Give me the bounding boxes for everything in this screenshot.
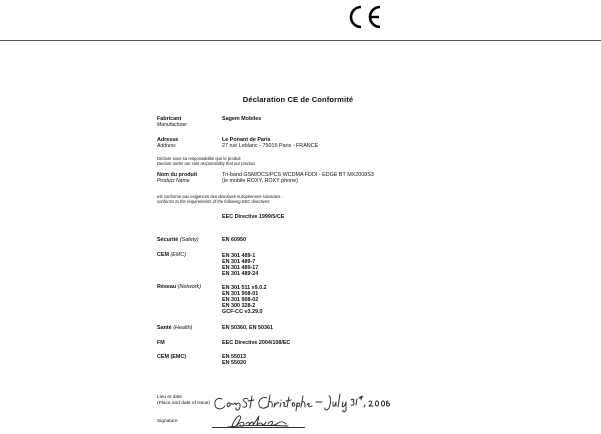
emc-standard: EN 301 489-1 — [222, 253, 256, 259]
emc-label-fr: CEM — [157, 252, 169, 258]
manufacturer-label: Fabricant — [157, 116, 182, 122]
network-standard: EN 301 908-02 — [222, 297, 259, 303]
safety-label-en: (Safety) — [179, 237, 199, 243]
emc2-standard: EN 55013 — [222, 354, 246, 360]
header-divider — [0, 40, 601, 41]
product-name-line-2: (le mobile ROXY, ROXY phone) — [222, 178, 298, 184]
health-label-en: (Health) — [173, 325, 193, 331]
fm-directive: EEC Directive 2004/108/EC — [222, 340, 291, 346]
product-label-en: Product Name — [157, 178, 190, 184]
address-label: Adresse — [157, 137, 179, 143]
network-standard: EN 300 328-2 — [222, 303, 256, 309]
manufacturer-value: Sagem Mobiles — [222, 116, 262, 122]
address-line-1: Le Ponant de Paris — [222, 137, 271, 143]
emc2-standard: EN 55020 — [222, 360, 246, 366]
signature-label: Signature — [157, 419, 178, 424]
network-standard: EN 301 511 v9.0.2 — [222, 285, 267, 291]
fm-label: FM — [157, 340, 165, 346]
declare-statement-en: Declare under our sole responsibility that our product — [157, 161, 256, 166]
address-line-2: 27 rue Leblanc - 75015 Paris - FRANCE — [222, 143, 319, 149]
product-name-line-1: Tri-band GSM/DCS/PCS WCDMA FDDI - EDGE BT MX2008S3 — [222, 172, 374, 178]
emc-label-en: (EMC) — [170, 252, 187, 258]
address-label-en: Address — [157, 143, 176, 149]
declare-statement-fr: Déclare sous sa responsabilité que le produit — [157, 156, 241, 161]
health-label — [157, 325, 192, 331]
place-date-label: Lieu et date — [157, 395, 183, 400]
network-label-en: (Network) — [177, 284, 202, 290]
place-date-label-en: (Place and date of issue) — [157, 401, 211, 406]
health-label-fr: Santé — [157, 325, 172, 331]
emc2-label: CEM (EMC) — [157, 354, 187, 360]
network-label-fr: Réseau — [157, 284, 177, 290]
emc-standard: EN 301 489-24 — [222, 271, 259, 277]
emc-standard: EN 301 489-7 — [222, 259, 256, 265]
health-standard: EN 50360, EN 50361 — [222, 325, 273, 331]
safety-label — [157, 237, 199, 243]
signature-line — [212, 427, 305, 428]
handwritten-place-date — [212, 390, 392, 414]
main-directive: EEC Directive 1999/5/CE — [222, 214, 285, 220]
product-label: Nom du produit — [157, 172, 198, 178]
conforms-statement-fr: est conforme aux exigences des directives européennes suivantes : — [157, 194, 283, 199]
network-standard: EN 301 908-01 — [222, 291, 259, 297]
emc-standard: EN 301 489-17 — [222, 265, 259, 271]
network-label — [157, 284, 201, 290]
ce-mark-logo — [346, 3, 386, 31]
manufacturer-label-en: Manufacturer — [157, 122, 188, 128]
safety-label-fr: Sécurité — [157, 237, 179, 243]
safety-standard: EN 60950 — [222, 237, 246, 243]
document-title: Déclaration CE de Conformité — [242, 95, 354, 104]
conforms-statement-en: conforms to the requirements of the following EEC directives: — [157, 199, 271, 204]
emc-label — [157, 252, 186, 258]
network-standard: GCF-CC v3.29.0 — [222, 309, 263, 315]
